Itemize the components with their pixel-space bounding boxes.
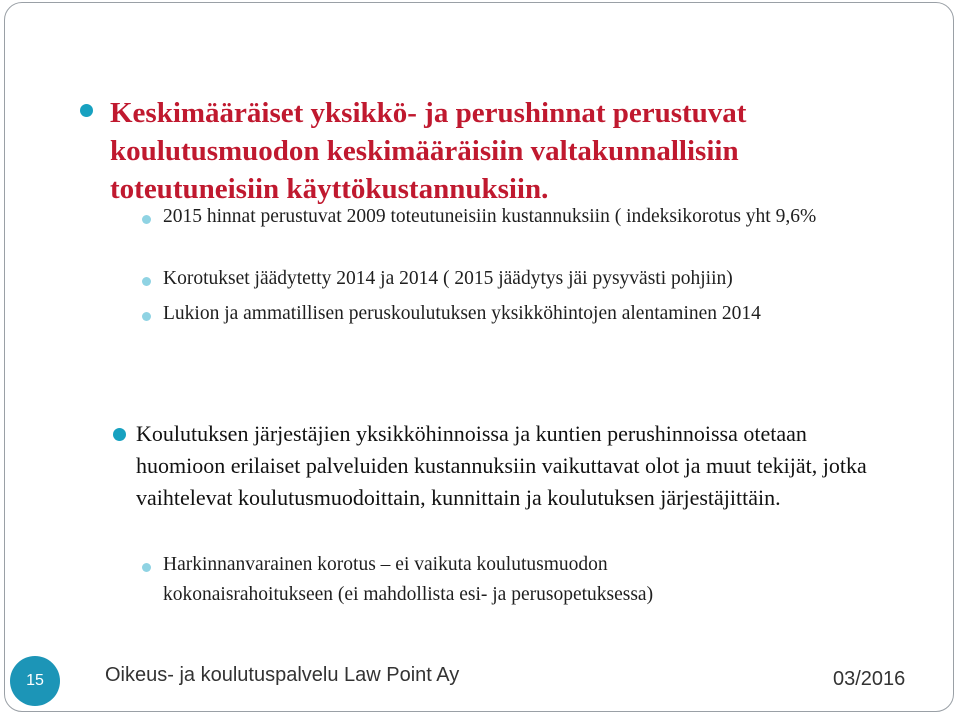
sub-bullet-dot-icon (142, 563, 151, 572)
bullet-dot-icon (80, 104, 93, 117)
section1-bullet-2: Korotukset jäädytetty 2014 ja 2014 ( 2015 jäädytys jäi pysyvästi pohjiin) (163, 268, 733, 289)
section1-heading: Keskimääräiset yksikkö- ja perushinnat perustuvat koulutusmuodon keskimääräisiin valtakunnallisiin toteutuneisiin käyttökustannuksiin. (110, 97, 747, 205)
footer-text: Oikeus- ja koulutuspalvelu Law Point Ay (105, 664, 460, 686)
section1-bullet-3: Lukion ja ammatillisen peruskoulutuksen yksikköhintojen alentaminen 2014 (163, 303, 761, 324)
bullet-dot-icon (113, 428, 126, 441)
footer-date: 03/2016 (833, 668, 906, 690)
slide-number-badge (10, 656, 60, 706)
section2-bullet-1: Harkinnanvarainen korotus – ei vaikuta koulutusmuodon kokonaisrahoitukseen (ei mahdollista esi- ja perusopetuksessa) (163, 554, 654, 605)
sub-bullet-dot-icon (142, 215, 151, 224)
sub-bullet-dot-icon (142, 312, 151, 321)
section2-heading: Koulutuksen järjestäjien yksikköhinnoissa ja kuntien perushinnoissa otetaan huomioon erilaiset palveluiden kustannuksiin vaikuttavat olot ja muut tekijät, jotka vaihtelevat koulutusmuodoittain, kunnittain ja koulutuksen järjestäjittäin. (136, 421, 867, 510)
section1-bullet-1: 2015 hinnat perustuvat 2009 toteutuneisiin kustannuksiin ( indeksikorotus yht 9,6% (163, 206, 817, 227)
sub-bullet-dot-icon (142, 277, 151, 286)
slide-number: 15 (26, 672, 44, 689)
